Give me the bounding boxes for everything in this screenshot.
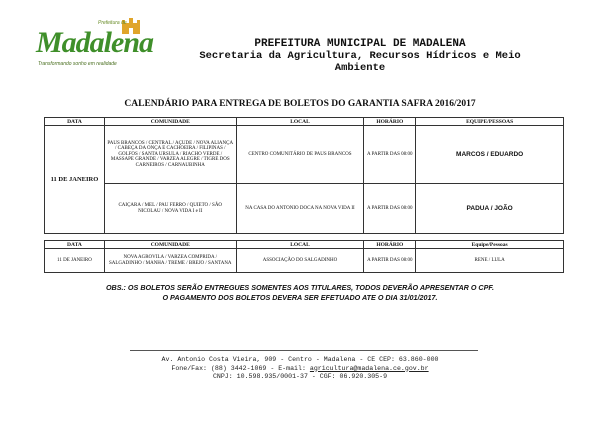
calendar-title: CALENDÁRIO PARA ENTREGA DE BOLETOS DO GARANTIA SAFRA 2016/2017 [124,99,476,109]
logo-slogan: Transformando sonho em realidade [38,61,117,67]
footer-ids: CNPJ: 10.598.935/0001-37 - CGF: 06.920.305-9 [212,373,388,381]
footer-address: Av. Antonio Costa Vieira, 909 - Centro - Madalena - CE CEP: 63.860-000 [161,356,439,363]
date-cell: 11 DE JANEIRO [45,126,105,234]
header-subtitle-cont: Ambiente [334,62,386,74]
date-cell: 11 DE JANEIRO [45,249,105,273]
footer-contact [0,365,600,374]
header-local: LOCAL [236,118,364,126]
madalena-logo [36,18,156,76]
header-comunidade: COMUNIDADE [104,118,236,126]
header-horario: HORÁRIO [364,241,416,249]
logo-wordmark: Madalena [36,26,154,59]
comunidade-cell: CAIÇARA / MEL / PAU FERRO / QUIETO / SÃO NICOLAU / NOVA VIDA I e II [104,184,236,234]
header-equipe: Equipe/Pessoas [416,241,564,249]
footer-divider [130,350,478,351]
local-cell: CENTRO COMUNITÁRIO DE PAUS BRANCOS [236,126,364,184]
header-data: DATA [45,241,105,249]
comunidade-cell: PAUS BRANCOS / CENTRAL / AÇUDE / NOVA ALIANÇA / CABEÇA DA ONÇA E CACHOEIRA / FILIPINAS / GOLFOS / SANTA URSULA / RIACHO VERDE / MASSAPE GRANDE / VARZEA ALEGRE / TIGRE DOS CARNEIROS / CARNAUBINHA [104,126,236,184]
observation-note [0,283,600,303]
footer-email-link[interactable]: agricultura@madalena.ce.gov.br [309,364,429,372]
logo-top-text: Prefeitura de [98,20,127,26]
obs-line-2: O PAGAMENTO DOS BOLETOS DEVERA SER EFETUADO ATE O DIA 31/01/2017. [162,293,438,302]
page-header [150,38,570,74]
equipe-cell: MARCOS / EDUARDO [416,126,564,184]
schedule-table-2 [44,240,564,273]
horario-cell: A PARTIR DAS 08:00 [364,126,416,184]
header-subtitle: Secretaria da Agricultura, Recursos Hídricos e Meio [199,50,521,62]
local-cell: NA CASA DO ANTONIO DOCA NA NOVA VIDA II [236,184,364,234]
comunidade-cell: NOVA AGROVILA / VARZEA COMPRIDA / SALGADINHO / MANHA / TREME / BREJO / SANTANA [104,249,236,273]
header-local: LOCAL [236,241,364,249]
obs-line-1: OBS.: OS BOLETOS SERÃO ENTREGUES SOMENTES AOS TITULARES, TODOS DEVERÃO APRESENTAR O CPF. [105,283,495,292]
header-data: DATA [45,118,105,126]
table-header-row [45,118,564,126]
table-header-row [45,241,564,249]
page-footer [0,356,600,382]
header-horario: HORÁRIO [364,118,416,126]
schedule-table-1 [44,117,564,234]
header-comunidade: COMUNIDADE [104,241,236,249]
table-row [45,184,564,234]
local-cell: ASSOCIAÇÃO DO SALGADINHO [236,249,364,273]
footer-phone: Fone/Fax: (88) 3442-1069 - E-mail: [171,364,310,372]
header-equipe: EQUIPE/PESSOAS [416,118,564,126]
horario-cell: A PARTIR DAS 08:00 [364,249,416,273]
table-row [45,126,564,184]
equipe-cell: RENE / LULA [416,249,564,273]
equipe-cell: PADUA / JOÃO [416,184,564,234]
header-title: PREFEITURA MUNICIPAL DE MADALENA [254,38,466,50]
table-row [45,249,564,273]
horario-cell: A PARTIR DAS 08:00 [364,184,416,234]
